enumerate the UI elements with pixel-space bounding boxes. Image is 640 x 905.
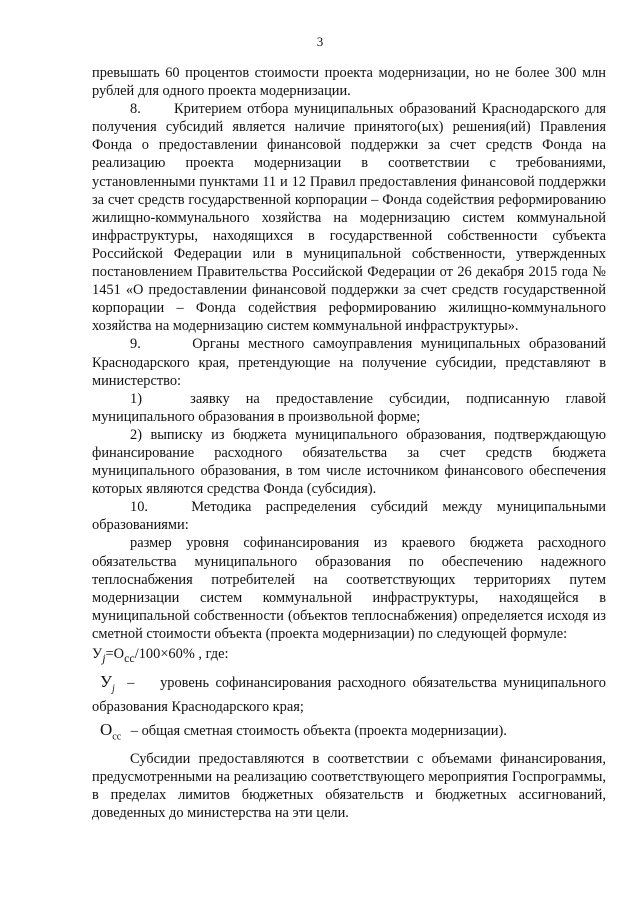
definition-o-symbol [100,719,122,742]
paragraph-8: 8. Критерием отбора муниципальных образований Краснодарского для получения субсидий является наличие принятого(ых) решения(ий) Правления Фонда о предоставлении финансовой поддержки за счет средств Фонда на реализацию проекта модернизации в соответствии с требованиями, установленными пунктами 11 и 12 Правил предоставления финансовой поддержки за счет средств государственной корпорации – Фонда содействия реформированию жилищно-коммунального хозяйства на модернизацию систем коммунальной инфраструктуры, находящихся в государственной собственности субъекта Российской Федерации или в муниципальной собственности, утвержденных постановлением Правительства Российской Федерации от 26 декабря 2015 года № 1451 «О предоставлении финансовой поддержки за счет средств государственной корпорации – Фонда содействия реформированию жилищно-коммунального хозяйства на модернизацию систем коммунальной инфраструктуры». [92,101,606,335]
definition-o-sub: сс [112,730,122,742]
formula-rhs-symbol: О [113,646,125,662]
formula-rhs-sub: сс [124,650,135,665]
definition-o-text: – общая сметная стоимость объекта (проекта модернизации). [130,722,507,739]
definition-y-symbol [100,671,115,695]
definition-o-letter: О [100,719,113,739]
page-number: 3 [316,34,324,49]
formula-lhs-symbol: У [92,646,103,662]
formula [92,645,606,667]
paragraph-10-body: размер уровня софинансирования из краевого бюджета расходного обязательства муниципального образования по обеспечению надежного теплоснабжения потребителей на соответствующих территориях путем модернизации систем коммунальной инфраструктуры, находящейся в муниципальной собственности (объектов теплоснабжения) определяется исходя из сметной стоимости объекта (проекта модернизации) по следующей формуле: [92,535,606,642]
formula-eq: = [105,646,114,662]
formula-lhs-sub: j [102,650,106,665]
definition-o [92,721,606,746]
paragraph-9: 9. Органы местного самоуправления муниципальных образований Краснодарского края, претендующие на получение субсидии, представляют в министерство: [92,336,606,389]
document-body [92,64,606,822]
definition-y-letter: У [100,671,113,691]
paragraph-final: Субсидии предоставляются в соответствии с объемами финансирования, предусмотренными на реализацию соответствующего мероприятия Госпрограммы, в пределах лимитов бюджетных обязательств и бюджетных ассигнований, доведенных до министерства на эти цели. [92,751,606,822]
formula-tail: /100×60% , где: [134,646,229,662]
paragraph-9-item-1: 1) заявку на предоставление субсидии, подписанную главой муниципального образования в произвольной форме; [92,390,606,425]
paragraph-10: 10. Методика распределения субсидий между муниципальными образованиями: [92,499,606,534]
definition-y-text: – уровень софинансирования расходного обязательства муниципального образования Краснодарского края; [92,674,606,716]
definition-y-sub: j [112,683,115,695]
paragraph-9-item-2: 2) выписку из бюджета муниципального образования, подтверждающую финансирование расходного обязательства за счет средств бюджета муниципального образования, в том числе источником финансового обеспечения которых являются средства Фонда (субсидия). [92,426,606,498]
paragraph-continuation: превышать 60 процентов стоимости проекта модернизации, но не более 300 млн рублей для одного проекта модернизации. [92,65,606,100]
definition-y [92,673,606,717]
